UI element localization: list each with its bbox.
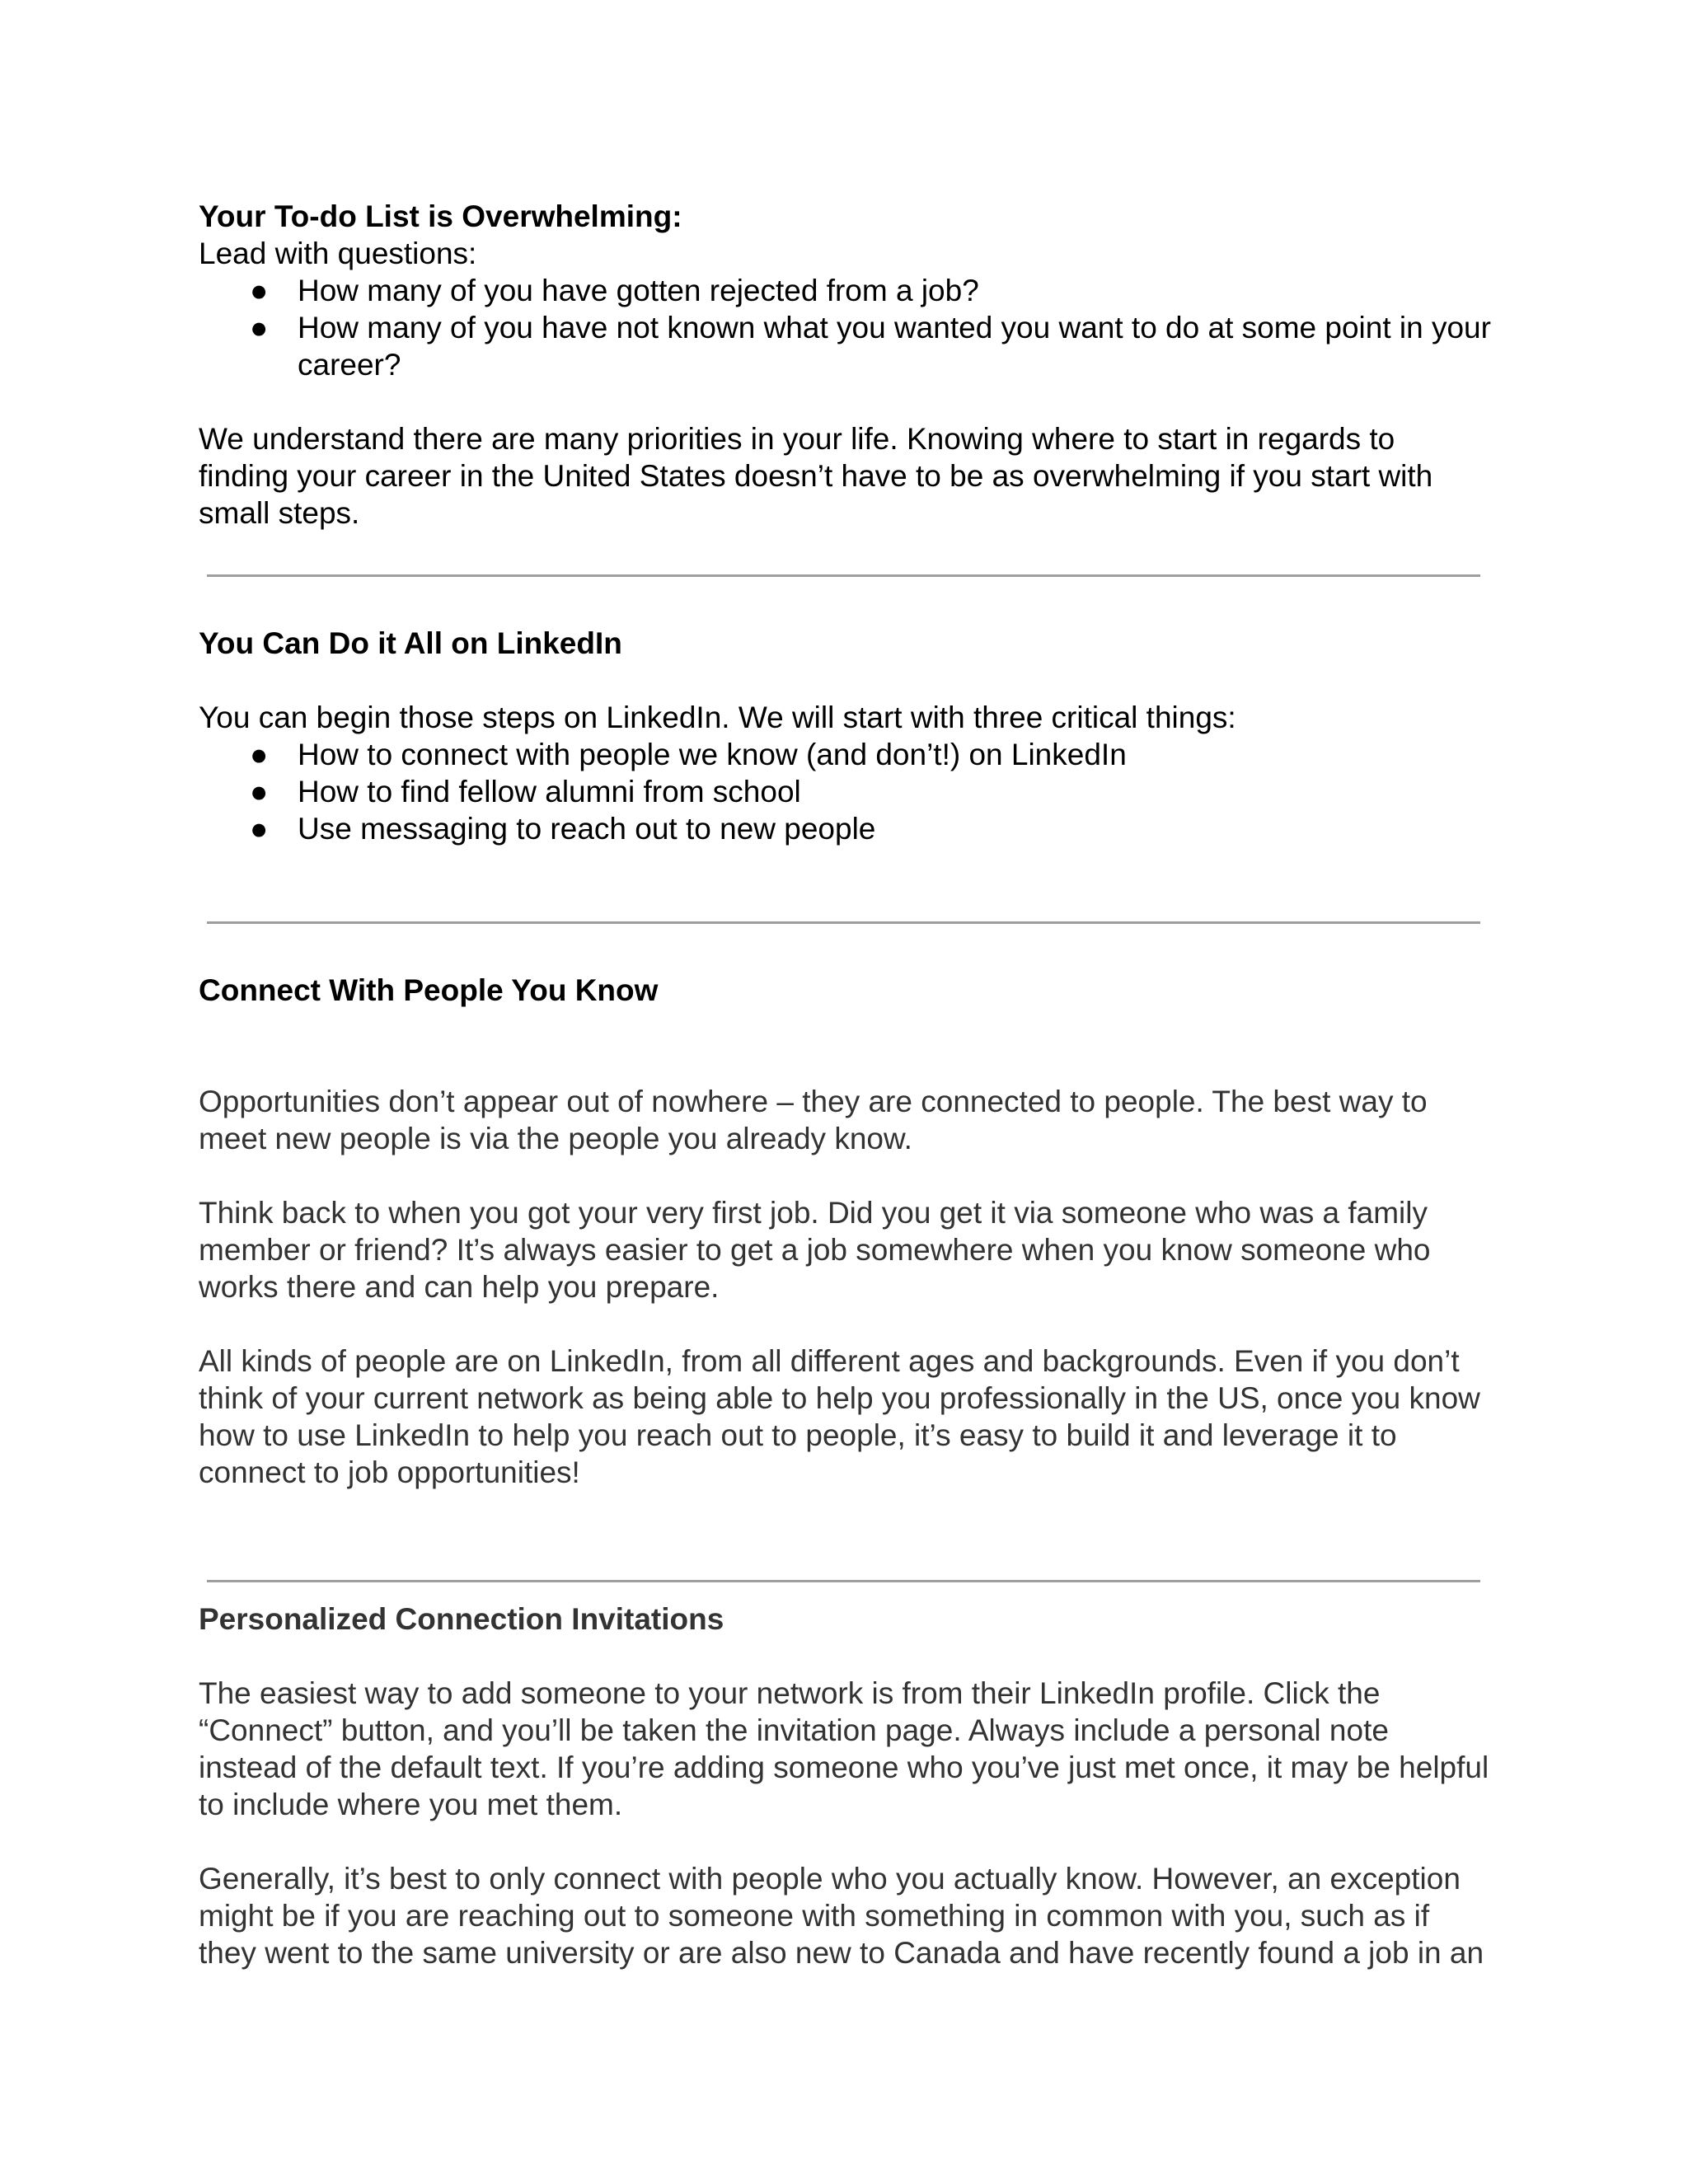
bullet-icon: ●	[250, 274, 269, 307]
bullet-icon: ●	[250, 311, 269, 344]
lead-text: Lead with questions:	[199, 237, 477, 270]
list-item	[199, 773, 1493, 810]
spacer	[199, 1823, 1493, 1860]
steps-list	[199, 736, 1493, 847]
question-list	[199, 272, 1493, 383]
spacer	[199, 1157, 1493, 1194]
lead-text: You can begin those steps on LinkedIn. We will start with three critical things:	[199, 701, 1236, 734]
spacer	[199, 662, 1493, 699]
document-content	[199, 198, 1493, 1971]
paragraph: All kinds of people are on LinkedIn, from all different ages and backgrounds. Even if you don’t think of your current network as being able to help you professionally in the US, once you know how to use LinkedIn to help you reach out to people, it’s easy to build it and leverage it to connect to job opportunities!	[199, 1344, 1480, 1489]
list-item-text: How many of you have not known what you wanted you want to do at some point in your career?	[298, 311, 1491, 382]
paragraph: The easiest way to add someone to your network is from their LinkedIn profile. Click the “Connect” button, and you’ll be taken the invitation page. Always include a personal note instead of the default text. If you’re adding someone who you’ve just met once, it may be helpful to include where you met them.	[199, 1676, 1489, 1821]
list-item-text: How to find fellow alumni from school	[298, 775, 801, 808]
list-item	[199, 736, 1493, 773]
section-heading-invitations: Personalized Connection Invitations	[199, 1602, 724, 1636]
list-item	[199, 309, 1493, 383]
paragraph: Think back to when you got your very first job. Did you get it via someone who was a family member or friend? It’s always easier to get a job somewhere when you know someone who works there and can help you prepare.	[199, 1196, 1431, 1304]
list-item	[199, 272, 1493, 309]
spacer	[199, 1305, 1493, 1343]
list-item-text: How to connect with people we know (and don’t!) on LinkedIn	[298, 738, 1127, 771]
list-item-text: Use messaging to reach out to new people	[298, 812, 876, 846]
section-heading-todo-list: Your To-do List is Overwhelming:	[199, 199, 682, 233]
paragraph: We understand there are many priorities in your life. Knowing where to start in regards to finding your career in the United States doesn’t have to be as overwhelming if you start with small steps.	[199, 422, 1433, 530]
bullet-icon: ●	[250, 812, 269, 846]
bullet-icon: ●	[250, 738, 269, 771]
paragraph: Opportunities don’t appear out of nowhere – they are connected to people. The best way to meet new people is via the people you already know.	[199, 1085, 1428, 1155]
list-item	[199, 810, 1493, 847]
spacer	[199, 383, 1493, 420]
spacer	[199, 1638, 1493, 1675]
section-heading-linkedin: You Can Do it All on LinkedIn	[199, 626, 622, 660]
bullet-icon: ●	[250, 775, 269, 808]
paragraph: Generally, it’s best to only connect with people who you actually know. However, an exception might be if you are reaching out to someone with something in common with you, such as if they went to the same university or are also new to Canada and have recently found a job in an	[199, 1862, 1484, 1970]
list-item-text: How many of you have gotten rejected from a job?	[298, 274, 979, 307]
section-heading-connect: Connect With People You Know	[199, 973, 659, 1007]
